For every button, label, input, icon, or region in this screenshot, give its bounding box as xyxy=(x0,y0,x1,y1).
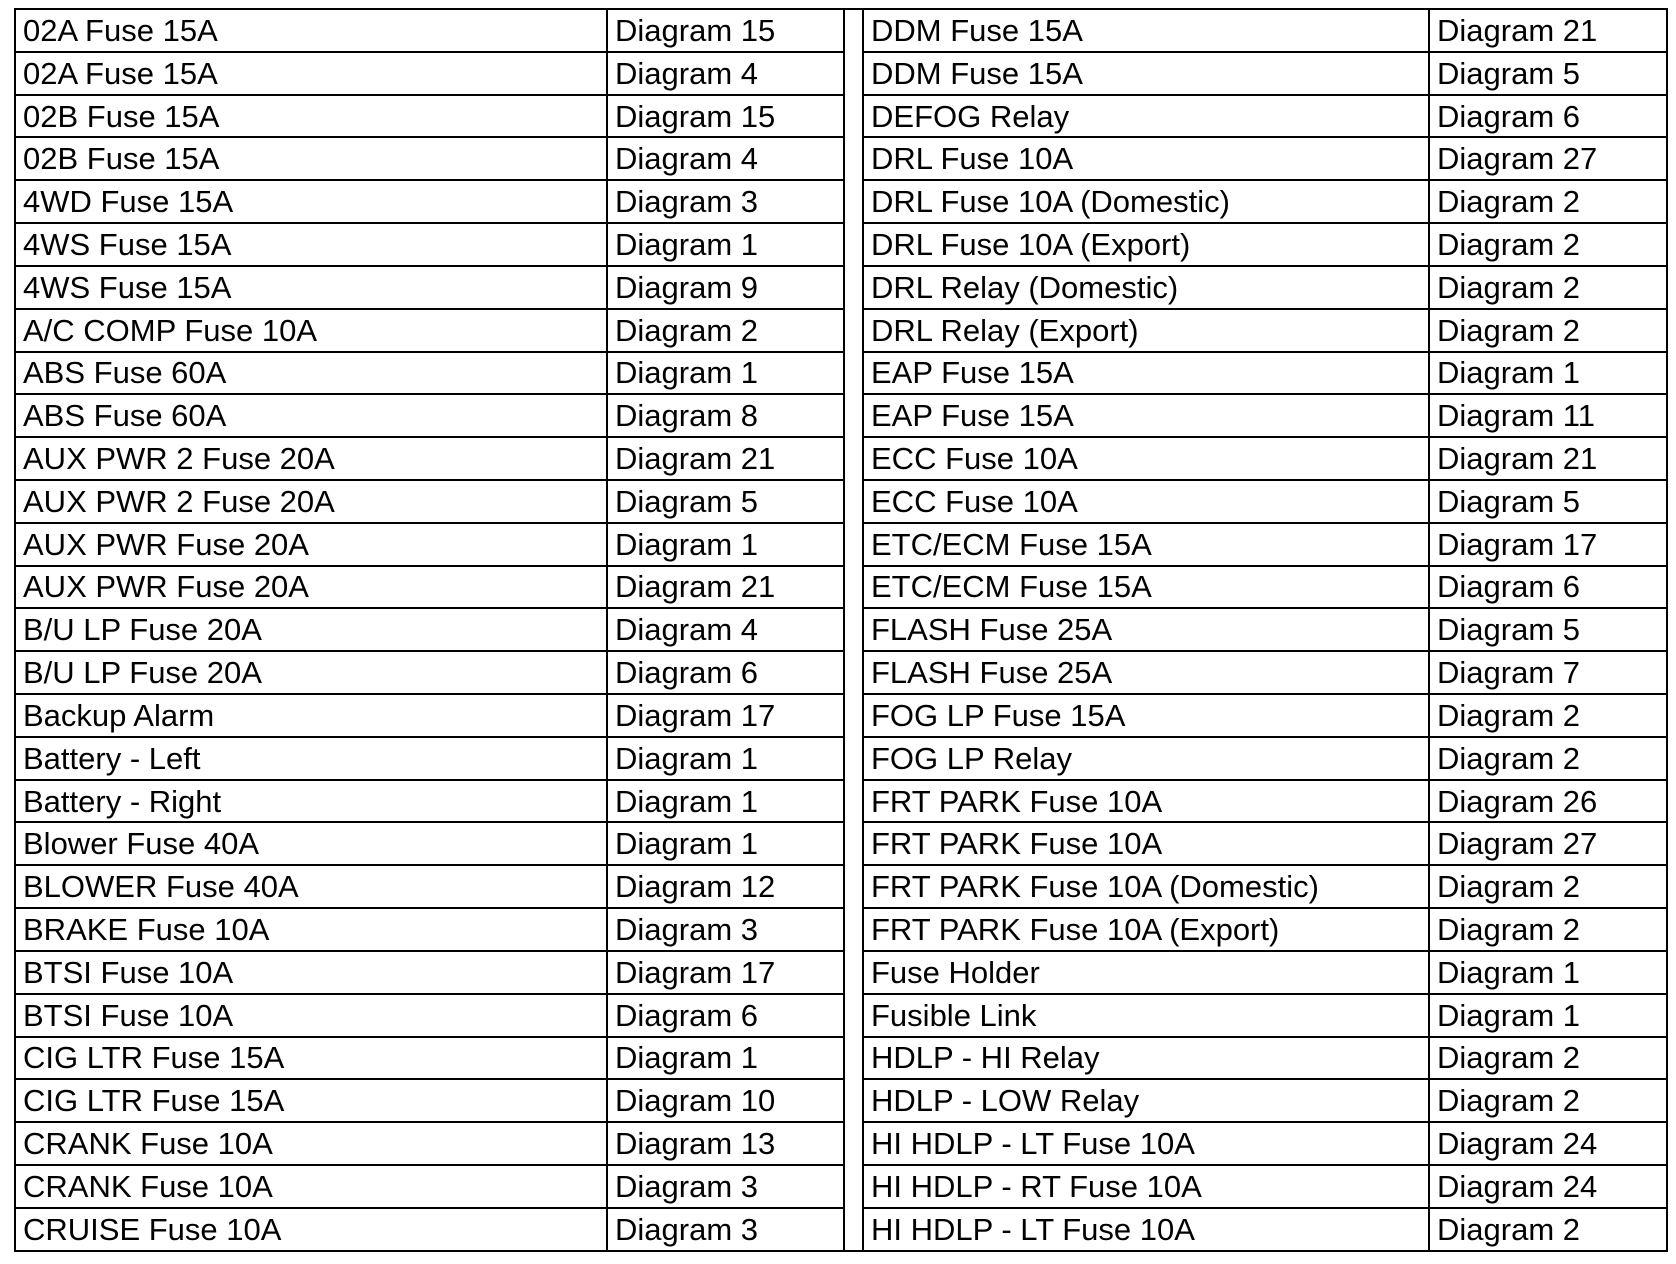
table-row xyxy=(863,608,1667,651)
component-name-cell: B/U LP Fuse 20A xyxy=(15,651,607,694)
right-index-table xyxy=(862,8,1668,1252)
table-row xyxy=(15,1079,844,1122)
component-name-cell: EAP Fuse 15A xyxy=(863,352,1429,395)
component-name-cell: DRL Fuse 10A (Domestic) xyxy=(863,180,1429,223)
diagram-reference-cell: Diagram 8 xyxy=(607,394,844,437)
component-name-cell: FLASH Fuse 25A xyxy=(863,651,1429,694)
diagram-reference-cell: Diagram 6 xyxy=(1429,95,1667,138)
diagram-reference-cell: Diagram 3 xyxy=(607,180,844,223)
table-row xyxy=(15,1165,844,1208)
component-name-cell: FOG LP Fuse 15A xyxy=(863,694,1429,737)
component-name-cell: Backup Alarm xyxy=(15,694,607,737)
component-name-cell: BLOWER Fuse 40A xyxy=(15,865,607,908)
diagram-reference-cell: Diagram 26 xyxy=(1429,780,1667,823)
fuse-diagram-index xyxy=(14,8,1666,1252)
table-row xyxy=(863,266,1667,309)
table-row xyxy=(863,437,1667,480)
component-name-cell: AUX PWR Fuse 20A xyxy=(15,523,607,566)
diagram-reference-cell: Diagram 2 xyxy=(1429,266,1667,309)
component-name-cell: AUX PWR 2 Fuse 20A xyxy=(15,437,607,480)
table-row xyxy=(863,309,1667,352)
diagram-reference-cell: Diagram 6 xyxy=(1429,566,1667,609)
diagram-reference-cell: Diagram 2 xyxy=(1429,1037,1667,1080)
table-row xyxy=(863,1165,1667,1208)
component-name-cell: 02A Fuse 15A xyxy=(15,9,607,52)
diagram-reference-cell: Diagram 17 xyxy=(607,694,844,737)
component-name-cell: AUX PWR Fuse 20A xyxy=(15,566,607,609)
diagram-reference-cell: Diagram 2 xyxy=(1429,309,1667,352)
diagram-reference-cell: Diagram 5 xyxy=(1429,480,1667,523)
diagram-reference-cell: Diagram 1 xyxy=(607,780,844,823)
component-name-cell: FRT PARK Fuse 10A xyxy=(863,822,1429,865)
table-row xyxy=(15,223,844,266)
component-name-cell: 02A Fuse 15A xyxy=(15,52,607,95)
component-name-cell: FRT PARK Fuse 10A xyxy=(863,780,1429,823)
component-name-cell: HDLP - LOW Relay xyxy=(863,1079,1429,1122)
table-row xyxy=(863,566,1667,609)
component-name-cell: HDLP - HI Relay xyxy=(863,1037,1429,1080)
table-row xyxy=(863,137,1667,180)
component-name-cell: DRL Fuse 10A xyxy=(863,137,1429,180)
diagram-reference-cell: Diagram 17 xyxy=(1429,523,1667,566)
table-row xyxy=(15,180,844,223)
table-row xyxy=(863,951,1667,994)
diagram-reference-cell: Diagram 1 xyxy=(607,352,844,395)
component-name-cell: ETC/ECM Fuse 15A xyxy=(863,523,1429,566)
table-row xyxy=(863,780,1667,823)
component-name-cell: FRT PARK Fuse 10A (Domestic) xyxy=(863,865,1429,908)
diagram-reference-cell: Diagram 21 xyxy=(607,566,844,609)
table-row xyxy=(15,9,844,52)
table-row xyxy=(863,523,1667,566)
table-row xyxy=(863,908,1667,951)
diagram-reference-cell: Diagram 3 xyxy=(607,1165,844,1208)
component-name-cell: FLASH Fuse 25A xyxy=(863,608,1429,651)
component-name-cell: BTSI Fuse 10A xyxy=(15,994,607,1037)
component-name-cell: BTSI Fuse 10A xyxy=(15,951,607,994)
component-name-cell: ABS Fuse 60A xyxy=(15,352,607,395)
table-row xyxy=(15,266,844,309)
component-name-cell: DRL Fuse 10A (Export) xyxy=(863,223,1429,266)
component-name-cell: FRT PARK Fuse 10A (Export) xyxy=(863,908,1429,951)
table-row xyxy=(15,95,844,138)
component-name-cell: ECC Fuse 10A xyxy=(863,480,1429,523)
diagram-reference-cell: Diagram 4 xyxy=(607,52,844,95)
diagram-reference-cell: Diagram 1 xyxy=(607,523,844,566)
table-row xyxy=(15,651,844,694)
component-name-cell: CIG LTR Fuse 15A xyxy=(15,1079,607,1122)
diagram-reference-cell: Diagram 5 xyxy=(607,480,844,523)
diagram-reference-cell: Diagram 4 xyxy=(607,608,844,651)
table-row xyxy=(15,52,844,95)
component-name-cell: Fusible Link xyxy=(863,994,1429,1037)
diagram-reference-cell: Diagram 12 xyxy=(607,865,844,908)
component-name-cell: Battery - Right xyxy=(15,780,607,823)
component-name-cell: HI HDLP - LT Fuse 10A xyxy=(863,1122,1429,1165)
diagram-reference-cell: Diagram 2 xyxy=(1429,737,1667,780)
diagram-reference-cell: Diagram 2 xyxy=(1429,694,1667,737)
diagram-reference-cell: Diagram 1 xyxy=(607,1037,844,1080)
table-row xyxy=(863,1208,1667,1251)
component-name-cell: 4WD Fuse 15A xyxy=(15,180,607,223)
diagram-reference-cell: Diagram 5 xyxy=(1429,52,1667,95)
diagram-reference-cell: Diagram 4 xyxy=(607,137,844,180)
component-name-cell: Battery - Left xyxy=(15,737,607,780)
table-row xyxy=(15,566,844,609)
diagram-reference-cell: Diagram 9 xyxy=(607,266,844,309)
component-name-cell: DDM Fuse 15A xyxy=(863,52,1429,95)
diagram-reference-cell: Diagram 3 xyxy=(607,1208,844,1251)
diagram-reference-cell: Diagram 21 xyxy=(1429,437,1667,480)
component-name-cell: CIG LTR Fuse 15A xyxy=(15,1037,607,1080)
component-name-cell: 4WS Fuse 15A xyxy=(15,223,607,266)
diagram-reference-cell: Diagram 11 xyxy=(1429,394,1667,437)
table-row xyxy=(15,951,844,994)
table-row xyxy=(15,137,844,180)
table-row xyxy=(15,1037,844,1080)
component-name-cell: CRANK Fuse 10A xyxy=(15,1122,607,1165)
table-row xyxy=(863,651,1667,694)
table-row xyxy=(863,694,1667,737)
diagram-reference-cell: Diagram 24 xyxy=(1429,1165,1667,1208)
component-name-cell: CRANK Fuse 10A xyxy=(15,1165,607,1208)
table-row xyxy=(15,437,844,480)
component-name-cell: HI HDLP - RT Fuse 10A xyxy=(863,1165,1429,1208)
table-row xyxy=(863,1079,1667,1122)
diagram-reference-cell: Diagram 2 xyxy=(1429,1079,1667,1122)
diagram-reference-cell: Diagram 27 xyxy=(1429,137,1667,180)
table-row xyxy=(15,1208,844,1251)
table-row xyxy=(15,309,844,352)
diagram-reference-cell: Diagram 2 xyxy=(1429,865,1667,908)
component-name-cell: A/C COMP Fuse 10A xyxy=(15,309,607,352)
component-name-cell: DRL Relay (Export) xyxy=(863,309,1429,352)
table-row xyxy=(15,1122,844,1165)
diagram-reference-cell: Diagram 7 xyxy=(1429,651,1667,694)
diagram-reference-cell: Diagram 24 xyxy=(1429,1122,1667,1165)
diagram-reference-cell: Diagram 21 xyxy=(607,437,844,480)
component-name-cell: 02B Fuse 15A xyxy=(15,137,607,180)
component-name-cell: B/U LP Fuse 20A xyxy=(15,608,607,651)
component-name-cell: AUX PWR 2 Fuse 20A xyxy=(15,480,607,523)
diagram-reference-cell: Diagram 1 xyxy=(1429,951,1667,994)
table-row xyxy=(863,1122,1667,1165)
left-index-table xyxy=(14,8,845,1252)
table-row xyxy=(863,223,1667,266)
diagram-reference-cell: Diagram 1 xyxy=(607,822,844,865)
component-name-cell: CRUISE Fuse 10A xyxy=(15,1208,607,1251)
component-name-cell: 02B Fuse 15A xyxy=(15,95,607,138)
diagram-reference-cell: Diagram 2 xyxy=(1429,180,1667,223)
table-row xyxy=(863,352,1667,395)
table-row xyxy=(15,694,844,737)
diagram-reference-cell: Diagram 1 xyxy=(607,223,844,266)
component-name-cell: Blower Fuse 40A xyxy=(15,822,607,865)
diagram-reference-cell: Diagram 2 xyxy=(1429,1208,1667,1251)
table-row xyxy=(15,480,844,523)
table-row xyxy=(863,1037,1667,1080)
diagram-reference-cell: Diagram 2 xyxy=(1429,223,1667,266)
component-name-cell: Fuse Holder xyxy=(863,951,1429,994)
diagram-reference-cell: Diagram 1 xyxy=(1429,994,1667,1037)
table-row xyxy=(15,908,844,951)
table-row xyxy=(863,95,1667,138)
diagram-reference-cell: Diagram 2 xyxy=(1429,908,1667,951)
diagram-reference-cell: Diagram 2 xyxy=(607,309,844,352)
component-name-cell: FOG LP Relay xyxy=(863,737,1429,780)
diagram-reference-cell: Diagram 15 xyxy=(607,95,844,138)
table-row xyxy=(863,480,1667,523)
table-row xyxy=(863,52,1667,95)
column-divider xyxy=(843,8,862,1252)
table-row xyxy=(15,608,844,651)
component-name-cell: BRAKE Fuse 10A xyxy=(15,908,607,951)
diagram-reference-cell: Diagram 6 xyxy=(607,994,844,1037)
component-name-cell: DRL Relay (Domestic) xyxy=(863,266,1429,309)
table-row xyxy=(15,994,844,1037)
table-row xyxy=(15,352,844,395)
component-name-cell: ABS Fuse 60A xyxy=(15,394,607,437)
diagram-reference-cell: Diagram 21 xyxy=(1429,9,1667,52)
diagram-reference-cell: Diagram 13 xyxy=(607,1122,844,1165)
diagram-reference-cell: Diagram 1 xyxy=(1429,352,1667,395)
diagram-reference-cell: Diagram 6 xyxy=(607,651,844,694)
table-row xyxy=(863,822,1667,865)
component-name-cell: 4WS Fuse 15A xyxy=(15,266,607,309)
table-row xyxy=(15,822,844,865)
diagram-reference-cell: Diagram 15 xyxy=(607,9,844,52)
table-row xyxy=(15,865,844,908)
table-row xyxy=(863,394,1667,437)
table-row xyxy=(863,994,1667,1037)
table-row xyxy=(15,737,844,780)
component-name-cell: ECC Fuse 10A xyxy=(863,437,1429,480)
diagram-reference-cell: Diagram 17 xyxy=(607,951,844,994)
table-row xyxy=(863,9,1667,52)
table-row xyxy=(15,780,844,823)
component-name-cell: DDM Fuse 15A xyxy=(863,9,1429,52)
component-name-cell: HI HDLP - LT Fuse 10A xyxy=(863,1208,1429,1251)
component-name-cell: ETC/ECM Fuse 15A xyxy=(863,566,1429,609)
diagram-reference-cell: Diagram 3 xyxy=(607,908,844,951)
diagram-reference-cell: Diagram 27 xyxy=(1429,822,1667,865)
diagram-reference-cell: Diagram 10 xyxy=(607,1079,844,1122)
diagram-reference-cell: Diagram 5 xyxy=(1429,608,1667,651)
table-row xyxy=(15,394,844,437)
component-name-cell: EAP Fuse 15A xyxy=(863,394,1429,437)
table-row xyxy=(863,737,1667,780)
table-row xyxy=(15,523,844,566)
diagram-reference-cell: Diagram 1 xyxy=(607,737,844,780)
table-row xyxy=(863,865,1667,908)
component-name-cell: DEFOG Relay xyxy=(863,95,1429,138)
table-row xyxy=(863,180,1667,223)
